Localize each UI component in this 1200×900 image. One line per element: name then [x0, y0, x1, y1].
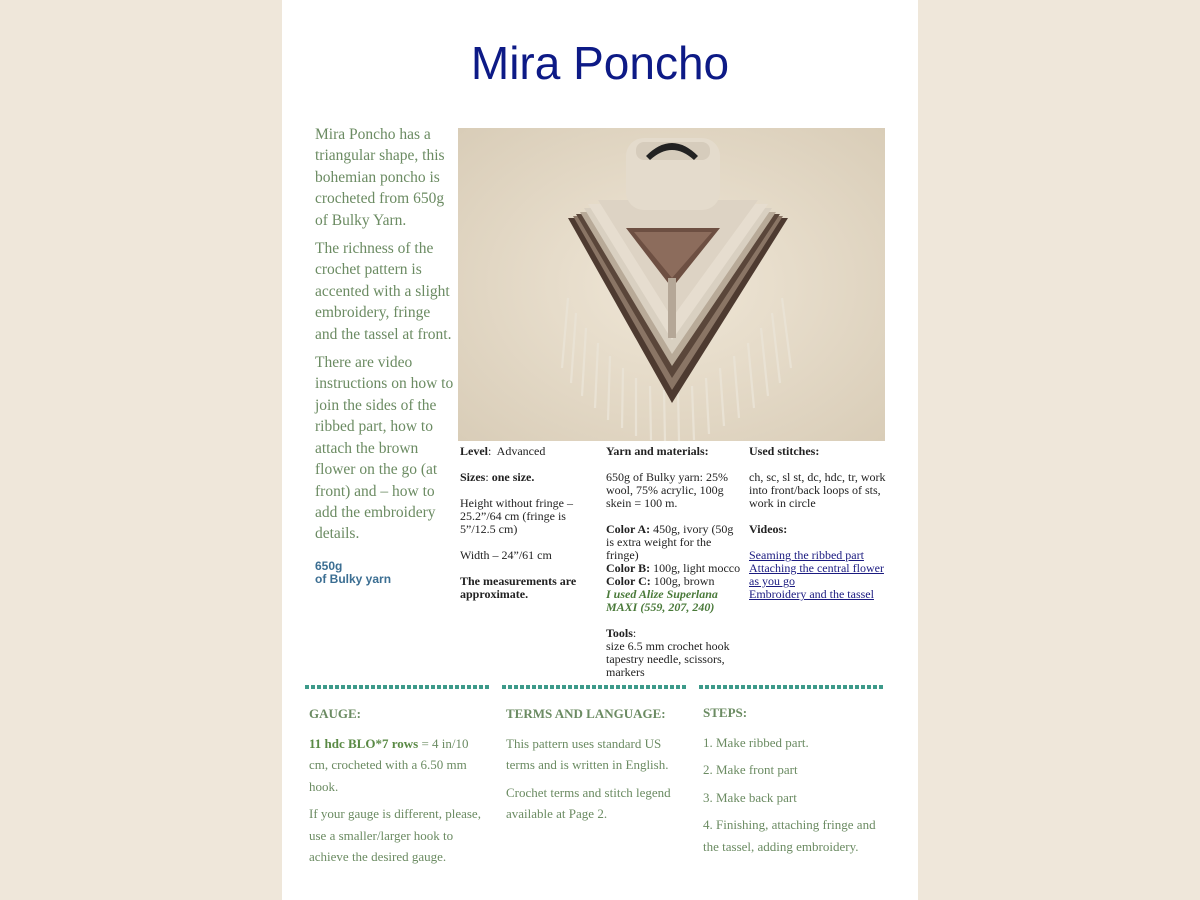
steps-heading: STEPS: — [703, 705, 748, 720]
gauge-note: If your gauge is different, please, use a smaller/larger hook to achieve the desired gauge. — [309, 806, 481, 864]
step-item: 1. Make ribbed part. — [703, 734, 809, 750]
materials-column — [606, 445, 744, 692]
size-column — [460, 445, 588, 614]
stitches-heading: Used stitches: — [749, 444, 820, 458]
gauge-text: 11 hdc BLO*7 rows = 4 in/10 cm, crocheted with a 6.50 mm hook. — [309, 735, 469, 794]
sizes-row: Sizes: one size. — [460, 470, 535, 484]
yarn-description: 650g of Bulky yarn: 25% wool, 75% acrylic, 100g skein = 100 m. — [606, 470, 728, 510]
height-text: Height without fringe – 25.2”/64 cm (fringe is 5”/12.5 cm) — [460, 496, 573, 536]
color-list: Color A: 450g, ivory (50g is extra weight for the fringe) Color B: 100g, light mocco Color C: 100g, brown I used Alize Superlana MAXI (559, 207, 240) — [606, 522, 741, 614]
step-item: 2. Make front part — [703, 762, 798, 777]
intro-paragraph: The richness of the crochet pattern is accented with a slight embroidery, fringe and the tassel at front. — [315, 240, 452, 343]
tools-section: Tools: size 6.5 mm crochet hook tapestry needle, scissors, markers — [606, 626, 730, 679]
video-links — [749, 549, 889, 601]
yarn-weight-note: 650g of Bulky yarn — [315, 559, 392, 586]
gauge-heading: GAUGE: — [309, 706, 361, 721]
video-link-seaming[interactable]: Seaming the ribbed part — [749, 548, 864, 562]
video-link-flower[interactable]: Attaching the central flower as you go — [749, 561, 884, 588]
section-divider — [699, 685, 885, 689]
step-item: 3. Make back part — [703, 789, 797, 805]
terms-text: Crochet terms and stitch legend available at Page 2. — [506, 784, 671, 821]
poncho-photo — [458, 128, 885, 441]
video-link-embroidery[interactable]: Embroidery and the tassel — [749, 587, 874, 601]
stitches-column — [749, 445, 889, 614]
intro-paragraph: There are video instructions on how to join the sides of the ribbed part, how to attach the brown flower on the go (at front) and – how to add the embroidery details. — [315, 354, 454, 543]
intro-text — [315, 124, 455, 552]
pattern-page — [282, 0, 918, 900]
section-divider — [502, 685, 688, 689]
terms-section — [506, 703, 678, 831]
level-row: Level: Advanced — [460, 444, 546, 458]
intro-paragraph: Mira Poncho has a triangular shape, this bohemian poncho is crocheted from 650g of Bulky Yarn. — [315, 126, 445, 229]
gauge-section — [309, 703, 481, 874]
poncho-illustration — [458, 128, 885, 441]
stitches-list: ch, sc, sl st, dc, hdc, tr, work into front/back loops of sts, work in circle — [749, 470, 886, 510]
section-divider — [305, 685, 490, 689]
steps-section — [703, 702, 883, 863]
terms-text: This pattern uses standard US terms and is written in English. — [506, 735, 669, 772]
videos-heading: Videos: — [749, 522, 788, 536]
approx-note: The measurements are approximate. — [460, 574, 577, 601]
terms-heading: TERMS AND LANGUAGE: — [506, 706, 666, 721]
yarn-heading: Yarn and materials: — [606, 444, 709, 458]
step-item: 4. Finishing, attaching fringe and the tassel, adding embroidery. — [703, 817, 876, 854]
page-title: Mira Poncho — [470, 37, 730, 89]
width-text: Width – 24”/61 cm — [460, 548, 552, 562]
